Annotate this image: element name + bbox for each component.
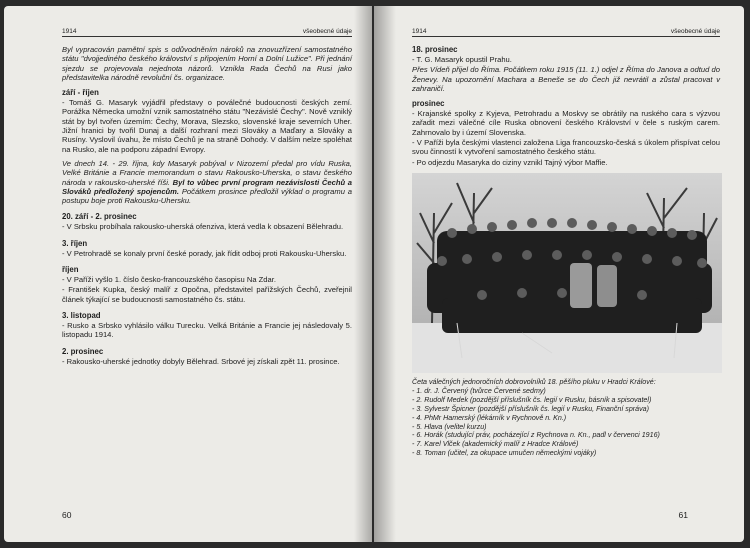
caption-line: - 8. Toman (učitel, za okupace umučen německými vojáky) — [412, 449, 597, 458]
section-paragraph: - Rakousko-uherské jednotky dobyly Bělehrad. Srbové jej získali zpět 11. prosince. — [62, 356, 340, 366]
photo-caption — [412, 378, 720, 458]
right-page — [374, 6, 744, 542]
section-paragraph: - Tomáš G. Masaryk vyjádřil představy o poválečné budoucnosti českých zemí. Porážka Německa umožní vznik samostatného státu "Nezávislé Čechy". Nově vzniklý stát by byl tvořen územím: Čechy, Morava, Slezsko, slovenské kraje severních Uher. Jižní hranici by tvořil Dunaj a další rozhraní mezi Slováky a Maďary a Slováky a Rusíny. Vyslovil úvahu, že místo Čechů je na straně Dohody. V dalším nelze spoléhat na Rusko, ale na podporu západní Evropy. — [62, 98, 352, 154]
section-3-listopad — [62, 311, 352, 340]
intro-paragraph: Byl vypracován pamětní spis s odůvodněním nároků na znovuzřízení samostatného státu "dvojjediného českého království s připojením Horní a Dolní Lužice". Při jednání sjezdu se projevovala nejednota názorů. Vznikla Rada Čechů na Rusi jako představitelka národně revoluční čs. organizace. — [62, 45, 352, 82]
section-paragraph: - V Srbsku probíhala rakousko-uherská ofenziva, která vedla k obsazení Bělehradu. — [62, 222, 344, 232]
section-18-prosinec — [412, 45, 720, 93]
section-paragraph: - V Petrohradě se konaly první české porady, jak řídit odboj proti Rakousku-Uhersku. — [62, 248, 347, 258]
caption-title: Četa válečných jednoročních dobrovolníků 18. pěšího pluku v Hradci Králové: — [412, 377, 656, 386]
section-heading: 20. září - 2. prosinec — [62, 212, 137, 222]
header-title: všeobecné údaje — [302, 28, 352, 35]
section-heading: říjen — [62, 265, 79, 275]
caption-line: - 3. Sylvestr Špicner (pozdější příslušník čs. legií v Rusku, Finanční správa) — [412, 404, 649, 413]
gutter-shadow — [354, 6, 372, 542]
page-number: 60 — [62, 510, 72, 520]
section-paragraph: - František Kupka, český malíř z Opočna, představitel pařížských Čechů, zveřejnil článek týkající se budoucnosti samostatného čs. státu. — [62, 285, 352, 304]
running-header — [412, 28, 720, 37]
section-heading: 3. říjen — [62, 238, 88, 248]
gutter-shadow — [374, 6, 396, 542]
section-zari-rijen — [62, 88, 352, 205]
section-heading: prosinec — [412, 99, 445, 109]
memorandum-note — [62, 159, 352, 205]
section-20-zari — [62, 212, 352, 231]
header-title: všeobecné údaje — [670, 28, 720, 35]
section-heading: 3. listopad — [62, 310, 101, 320]
section-prosinec — [412, 99, 720, 167]
section-paragraph: - V Paříži vyšlo 1. číslo česko-francouzského časopisu Na Zdar. — [62, 275, 276, 285]
group-photo-image — [412, 173, 722, 373]
section-3-rijen — [62, 239, 352, 258]
section-heading: 18. prosinec — [412, 45, 458, 54]
section-paragraph: - T. G. Masaryk opustil Prahu. — [412, 55, 512, 64]
section-heading: září - říjen — [62, 88, 99, 98]
section-paragraph: - Rusko a Srbsko vyhlásilo válku Turecku. Velká Británie a Francie jej následovaly 5. listopadu 1914. — [62, 320, 352, 340]
caption-line: - 2. Rudolf Medek (pozdější příslušník čs. legií v Rusku, básník a spisovatel) — [412, 395, 652, 404]
caption-line: - 5. Hlava (velitel kurzu) — [412, 422, 487, 431]
running-header — [62, 28, 352, 37]
caption-line: - 4. PhMr Hamerský (lékárník v Rychnově n. Kn.) — [412, 413, 567, 422]
section-note: Přes Vídeň přijel do Říma. Počátkem roku 1915 (11. 1.) odjel z Říma do Janova a odtud do Ženevy. Na upozornění Machara a Beneše se do Čech již nevrátil a zůstal pracovat v zahraničí. — [412, 65, 720, 93]
left-page — [4, 6, 372, 542]
memorandum-note-bold: Byl to vůbec první program nezávislosti Čechů a Slováků předložený spojencům. — [62, 177, 353, 196]
header-year: 1914 — [62, 28, 77, 35]
caption-line: - 7. Karel Vlček (akademický malíř z Hradce Králové) — [412, 440, 579, 449]
memorandum-note-tail: Počátkem prosince předložil výklad o programu a postupu boje proti Rakousku-Uhersku. — [62, 186, 352, 206]
section-paragraph: - V Paříži byla českými vlastenci založena Liga francouzsko-česká s úkolem přispívat celou svou činností k vytvoření samostatného českého státu. — [412, 138, 720, 157]
section-heading: 2. prosinec — [62, 346, 104, 356]
memorandum-note-text: Ve dnech 14. - 29. října, kdy Masaryk pobýval v Nizozemí předal pro vídu Ruska, Velké Británie a Francie memorandum o stavu Rakousko-Uherska, o stavu českého národa v rakousko-uherské říši. — [62, 158, 352, 187]
caption-line: - 1. dr. J. Červený (tvůrce Červené sedmy) — [412, 386, 546, 395]
section-rijen — [62, 265, 352, 304]
section-paragraph: - Po odjezdu Masaryka do ciziny vznikl Tajný výbor Maffie. — [412, 157, 608, 167]
section-paragraph: - Krajanské spolky z Kyjeva, Petrohradu a Moskvy se obrátily na ruského cara s výzvou zařadit mezi válečné cíle Ruska obnovení českého Království v čele s ruským carem. Zahrnovalo by i území Slovenska. — [412, 109, 720, 137]
page-number: 61 — [678, 510, 688, 520]
group-photo — [412, 173, 722, 373]
caption-line: - 6. Horák (studující práv, pocházející z Rychnova n. Kn., padl v červenci 1916) — [412, 431, 660, 440]
header-year: 1914 — [412, 28, 427, 35]
section-2-prosinec — [62, 347, 352, 366]
